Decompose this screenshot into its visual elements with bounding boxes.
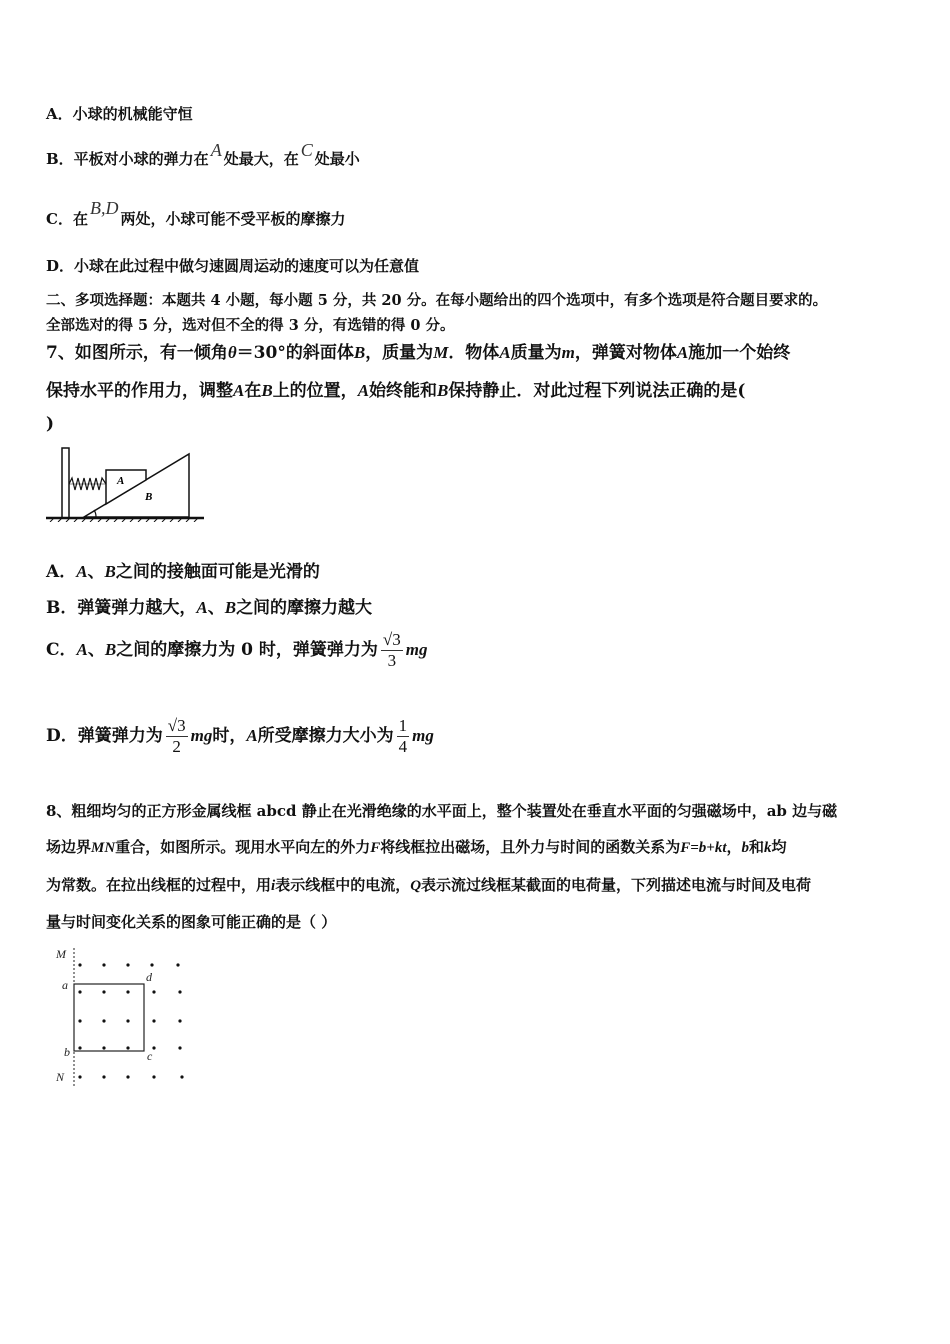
q8-stem-line4: [46, 911, 336, 932]
q8-var-mn: MN: [91, 840, 116, 856]
label-c: c: [147, 1049, 153, 1063]
q8-text: 将线框拉出磁场，且外力与时间的函数关系为: [380, 838, 681, 856]
q6-option-b-text: B．平板对小球的弹力在: [46, 150, 209, 168]
q7-var-a: A: [357, 381, 370, 400]
q7-var-b: B: [104, 562, 116, 581]
q8-magnetic-field-diagram: [50, 944, 200, 1090]
label-b: b: [64, 1045, 70, 1059]
q8-text: ，: [726, 838, 742, 856]
q8-formula: F=b+kt: [680, 840, 727, 856]
q6-option-c: [46, 198, 346, 229]
q7-option-a: [46, 557, 320, 582]
q7-option-c-label: C．: [46, 640, 77, 660]
q8-var-q: Q: [410, 878, 422, 894]
q7-var-a: A: [233, 381, 245, 400]
q8-stem-line2: [46, 836, 787, 857]
q6-option-c-text: C．在: [46, 210, 88, 228]
q7-option-d-fraction1: [166, 716, 188, 757]
q8-text: 重合，如图所示。现用水平向左的外力: [115, 838, 371, 856]
section2-heading-text1: 二、多项选择题：本题共 4 小题，每小题 5 分，共 20 分。在每小题给出的四个选项中，有多个选项是符合题目要求的。: [46, 292, 828, 309]
q7-var-m: m: [561, 343, 575, 362]
q7-option-a-text: 之间的接触面可能是光滑的: [115, 562, 320, 582]
q7-text: 7、如图所示，有一倾角: [46, 343, 228, 363]
section2-heading-line2: [46, 314, 455, 335]
q8-text: 8、粗细均匀的正方形金属线框 abcd 静止在光滑绝缘的水平面上，整个装置处在垂直水平面的匀强磁场中，ab 边与磁: [46, 802, 838, 820]
q7-option-d-text-mid2: 所受摩擦力大小为: [257, 726, 394, 746]
q7-stem-line3: [46, 414, 54, 434]
q7-option-c-fraction: [381, 630, 403, 671]
q7-var-a: A: [196, 598, 208, 617]
q8-var-i: i: [271, 878, 276, 894]
q8-stem-line3: [46, 874, 811, 895]
q7-stem-line1: [46, 338, 790, 363]
label-n: N: [56, 1070, 65, 1084]
q7-option-d-fraction2: [397, 716, 410, 757]
q7-var-m-big: M: [433, 343, 449, 362]
q7-text: 始终能和: [369, 381, 438, 401]
q7-option-d: [46, 716, 434, 757]
q6-option-a: [46, 103, 193, 124]
q7-var-a: A: [76, 640, 88, 659]
q6-option-b-symbol-a: A: [210, 140, 222, 160]
q7-text: 施加一个始终: [688, 343, 791, 363]
q7-var-a: A: [76, 562, 88, 581]
q7-option-d-text-mid: 时，: [212, 726, 247, 746]
q7-option-b-text: B．弹簧弹力越大，: [46, 598, 197, 618]
q7-text: 上的位置，: [272, 381, 358, 401]
q7-var-a: A: [246, 726, 258, 745]
label-d: d: [146, 970, 152, 984]
q7-text: 质量为: [510, 343, 562, 363]
q7-separator: 、: [207, 598, 225, 618]
label-m: M: [56, 947, 66, 961]
q7-stem-line2: [46, 376, 745, 401]
q7-separator: 、: [87, 562, 105, 582]
q7-text: 在: [244, 381, 262, 401]
label-a: A: [117, 475, 125, 487]
q8-stem-line1: [46, 800, 837, 821]
q7-option-c-text: 之间的摩擦力为 0 时，弹簧弹力为: [116, 640, 378, 660]
q6-option-d: [46, 255, 419, 276]
fraction-numerator: √3: [382, 630, 401, 649]
q6-option-d-text: D．小球在此过程中做匀速圆周运动的速度可以为任意值: [46, 257, 420, 275]
q6-option-b-symbol-c: C: [300, 140, 313, 160]
q7-mg: mg: [405, 640, 428, 659]
q7-option-b: [46, 593, 372, 618]
q7-var-a: A: [499, 343, 511, 362]
fraction-denominator: 3: [387, 651, 397, 670]
field-dots: [78, 963, 183, 1078]
q7-theta: θ: [227, 343, 237, 362]
q7-option-c: [46, 630, 427, 671]
q7-text: ，质量为: [365, 343, 434, 363]
section2-heading-line1: [46, 289, 827, 310]
q7-text: 保持静止．对此过程下列说法正确的是(: [448, 381, 746, 401]
q8-text: 量与时间变化关系的图象可能正确的是（ ）: [46, 913, 337, 931]
section2-heading-text2: 全部选对的得 5 分，选对但不全的得 3 分，有选错的得 0 分。: [46, 317, 455, 334]
q6-option-c-text-end: 两处，小球可能不受平板的摩擦力: [120, 210, 346, 228]
fraction-numerator: 1: [398, 716, 408, 735]
q7-var-b: B: [104, 640, 117, 659]
q7-mg: mg: [412, 726, 434, 745]
q7-text: ＝30°的斜面体: [236, 343, 354, 363]
q8-var-k: k: [764, 840, 772, 856]
q8-text: 为常数。在拉出线框的过程中，用: [46, 876, 272, 894]
q6-option-a-text: A．小球的机械能守恒: [46, 105, 193, 123]
q6-option-b: [46, 140, 360, 169]
q7-var-a: A: [676, 343, 689, 362]
q8-text: 场边界: [46, 838, 92, 856]
q7-separator: 、: [87, 640, 105, 660]
q7-text: 保持水平的作用力，调整: [46, 381, 233, 401]
q8-text: 表示线框中的电流，: [275, 876, 411, 894]
q7-var-b: B: [437, 381, 449, 400]
q6-option-c-symbol: B,D: [89, 198, 119, 218]
q8-var-b: b: [741, 840, 750, 856]
q6-option-b-text-end: 处最小: [314, 150, 360, 168]
q7-var-b: B: [224, 598, 237, 617]
q7-text: ): [46, 414, 55, 434]
q7-mg: mg: [190, 726, 213, 745]
label-a: a: [62, 978, 68, 992]
q7-incline-diagram: [44, 444, 204, 522]
q7-var-b: B: [261, 381, 273, 400]
q7-option-b-text-end: 之间的摩擦力越大: [236, 598, 373, 618]
label-b: B: [145, 491, 153, 503]
q7-option-a-label: A．: [46, 562, 77, 582]
fraction-numerator: √3: [167, 716, 186, 735]
q8-var-f: F: [370, 840, 381, 856]
q7-text: ，弹簧对物体: [574, 343, 677, 363]
square-frame-abcd: [74, 984, 144, 1051]
q6-option-b-text-mid: 处最大，在: [223, 150, 299, 168]
q8-text: 均: [771, 838, 787, 856]
q8-text: 和: [749, 838, 765, 856]
fraction-denominator: 2: [172, 737, 181, 756]
wall: [62, 448, 69, 518]
q7-text: ．物体: [448, 343, 500, 363]
fraction-denominator: 4: [398, 737, 408, 756]
q7-var-b: B: [353, 343, 366, 362]
q8-text: 表示流过线框某截面的电荷量，下列描述电流与时间及电荷: [421, 876, 812, 894]
q7-option-d-text: D．弹簧弹力为: [46, 726, 163, 746]
